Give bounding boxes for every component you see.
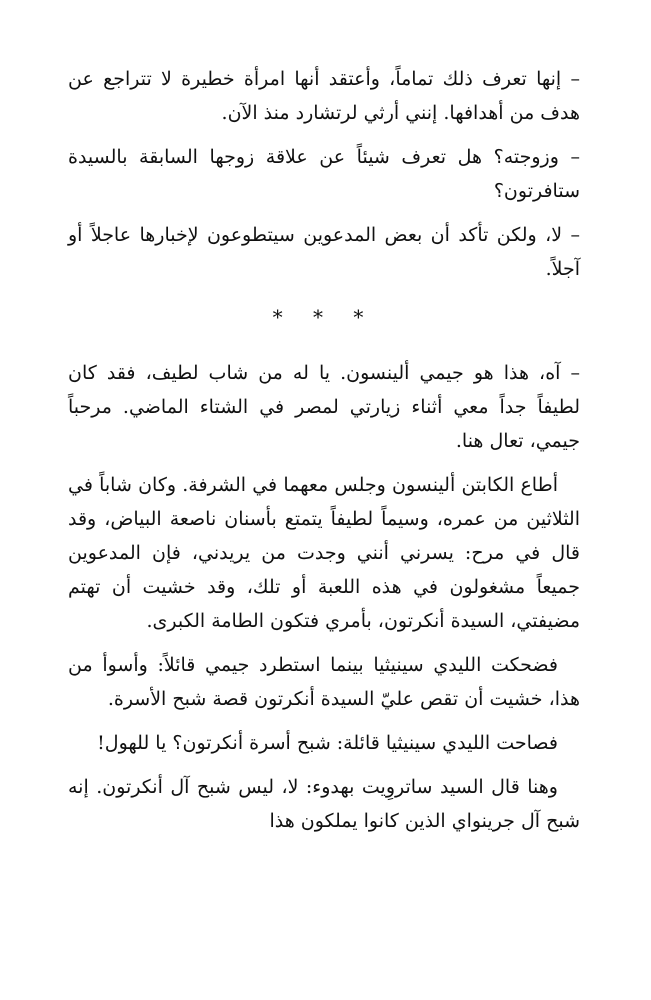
narrative-paragraph-3: فصاحت الليدي سينيثيا قائلة: شبح أسرة أنكرتون؟ يا للهول! <box>97 732 558 754</box>
narrative-paragraph-2: فضحكت الليدي سينيثيا بينما استطرد جيمي قائلاً: وأسوأ من هذا، خشيت أن تقص عليّ السيدة أنكرتون قصة شبح الأسرة. <box>68 654 580 710</box>
narrative-paragraph-1: أطاع الكابتن ألينسون وجلس معهما في الشرفة. وكان شاباً في الثلاثين من عمره، وسيماً لطيفاً يتمتع بأسنان ناصعة البياض، وقد قال في مرح: يسرني أنني وجدت من يريدني، فإن المدعوين جميعاً مشغولون في هذه اللعبة أو تلك، وقد خشيت أن تهتم مضيفتي، السيدة أنكرتون، بأمري فتكون الطامة الكبرى. <box>68 474 580 632</box>
dialogue-paragraph-2: – وزوجته؟ هل تعرف شيئاً عن علاقة زوجها السابقة بالسيدة ستافرتون؟ <box>68 146 580 202</box>
book-page <box>68 62 580 838</box>
narrative-paragraph-4: وهنا قال السيد ساتروِيت بهدوء: لا، ليس شبح آل أنكرتون. إنه شبح آل جرينواي الذين كانوا يملكون هذا <box>68 776 580 832</box>
dialogue-paragraph-3: – لا، ولكن تأكد أن بعض المدعوين سيتطوعون لإخبارها عاجلاً أو آجلاً. <box>68 224 580 280</box>
dialogue-paragraph-1: – إنها تعرف ذلك تماماً، وأعتقد أنها امرأة خطيرة لا تتراجع عن هدف من أهدافها. إنني أرثي لرتشارد منذ الآن. <box>68 68 580 124</box>
dialogue-paragraph-4: – آه، هذا هو جيمي ألينسون. يا له من شاب لطيف، فقد كان لطيفاً جداً معي أثناء زيارتي لمصر في الشتاء الماضي. مرحباً جيمي، تعال هنا. <box>68 362 580 452</box>
section-separator: * * * <box>272 305 376 329</box>
